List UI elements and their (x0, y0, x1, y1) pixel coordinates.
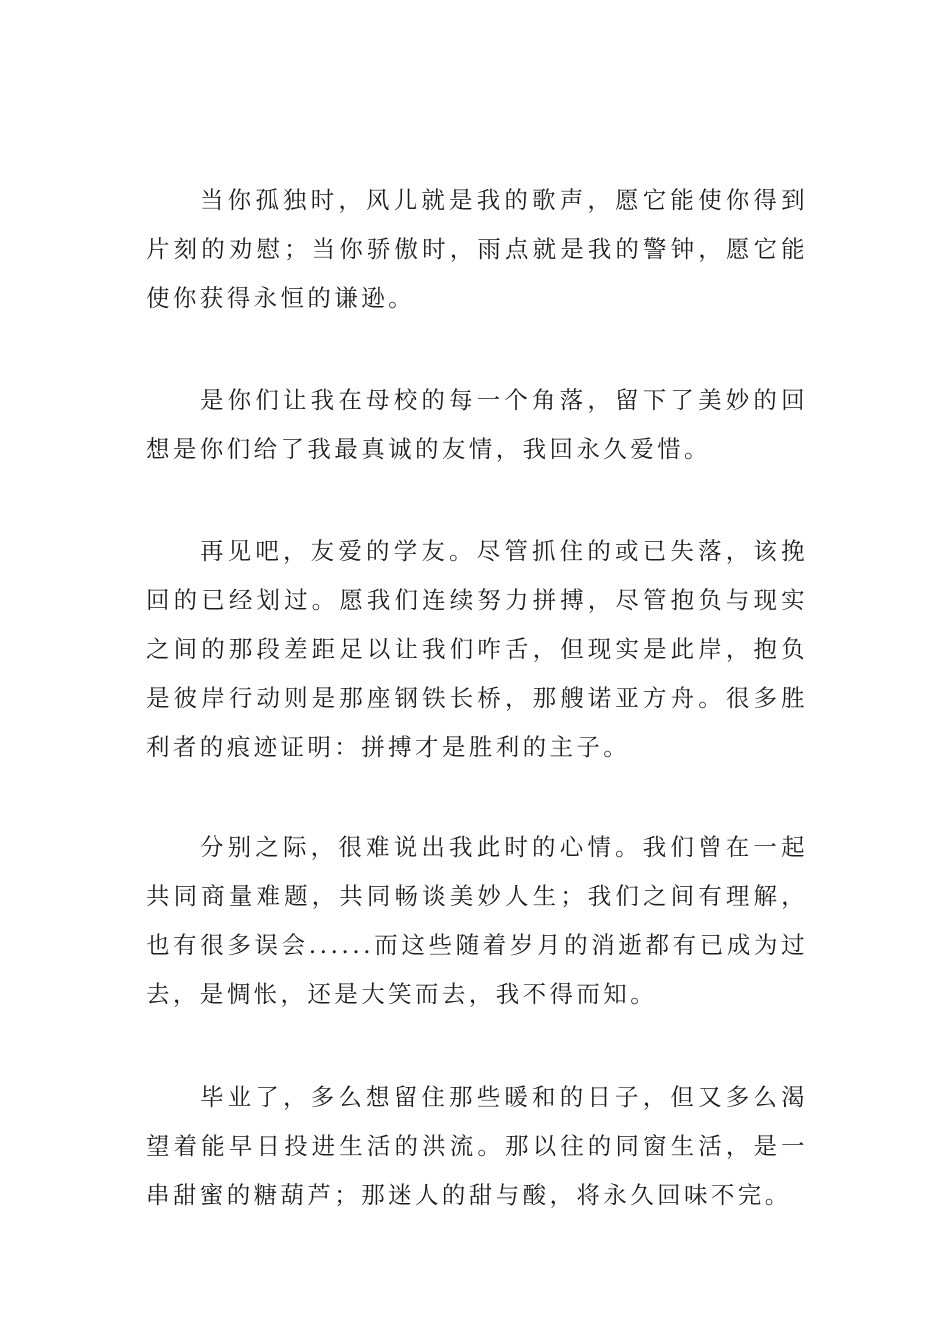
paragraph: 是你们让我在母校的每一个角落，留下了美妙的回想是你们给了我最真诚的友情，我回永久爱惜。 (146, 386, 808, 463)
paragraph: 毕业了，多么想留住那些暖和的日子，但又多么渴望着能早日投进生活的洪流。那以往的同窗生活，是一串甜蜜的糖葫芦；那迷人的甜与酸，将永久回味不完。 (146, 1083, 808, 1209)
paragraph: 分别之际，很难说出我此时的心情。我们曾在一起共同商量难题，共同畅谈美妙人生；我们之间有理解，也有很多误会......而这些随着岁月的消逝都有已成为过去，是惆怅，还是大笑而去，我不得而知。 (146, 833, 808, 1008)
paragraph: 再见吧，友爱的学友。尽管抓住的或已失落，该挽回的已经划过。愿我们连续努力拼搏，尽管抱负与现实之间的那段差距足以让我们咋舌，但现实是此岸，抱负是彼岸行动则是那座钢铁长桥，那艘诺亚方舟。很多胜利者的痕迹证明：拼搏才是胜利的主子。 (146, 537, 808, 761)
paragraph: 当你孤独时，风儿就是我的歌声，愿它能使你得到片刻的劝慰；当你骄傲时，雨点就是我的警钟，愿它能使你获得永恒的谦逊。 (146, 186, 808, 312)
